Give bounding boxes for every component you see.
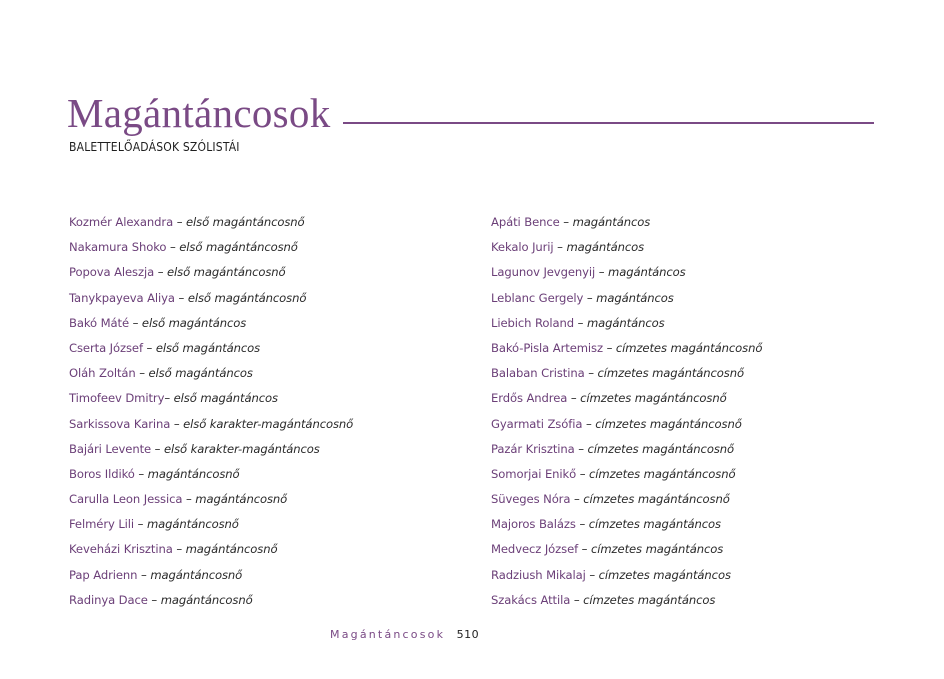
separator-dash: – bbox=[553, 240, 567, 255]
left-dancer-list bbox=[69, 211, 353, 614]
dancer-role: címzetes magántáncos bbox=[598, 567, 731, 582]
dancer-entry bbox=[491, 488, 762, 513]
dancer-name: Kozmér Alexandra bbox=[69, 215, 174, 229]
dancer-name: Liebich Roland bbox=[491, 315, 575, 330]
separator-dash: – bbox=[583, 290, 597, 305]
dancer-name: Pazár Krisztina bbox=[491, 441, 575, 456]
dancer-role: első magántáncosnő bbox=[179, 240, 298, 255]
separator-dash: – bbox=[575, 517, 589, 532]
dancer-name: Bakó-Pisla Artemisz bbox=[491, 340, 603, 355]
dancer-name: Felméry Lili bbox=[69, 517, 135, 532]
separator-dash: – bbox=[574, 441, 588, 456]
dancer-role: első karakter-magántáncos bbox=[163, 441, 320, 456]
dancer-name: Pap Adrienn bbox=[69, 567, 138, 582]
dancer-entry bbox=[69, 362, 353, 387]
separator-dash: – bbox=[151, 441, 164, 456]
dancer-entry bbox=[491, 261, 762, 286]
dancer-entry bbox=[491, 312, 762, 337]
dancer-role: címzetes magántáncosnő bbox=[583, 492, 730, 507]
separator-dash: – bbox=[559, 215, 573, 229]
dancer-role: első magántáncos bbox=[173, 391, 278, 406]
dancer-role: címzetes magántáncos bbox=[583, 592, 716, 607]
dancer-role: címzetes magántáncosnő bbox=[589, 466, 736, 481]
separator-dash: – bbox=[134, 517, 147, 532]
dancer-role: első magántáncosnő bbox=[185, 215, 305, 229]
separator-dash: – bbox=[154, 265, 167, 280]
dancer-role: magántáncosnő bbox=[146, 517, 239, 532]
separator-dash: – bbox=[147, 592, 161, 607]
dancer-name: Bakó Máté bbox=[69, 315, 130, 330]
dancer-name: Gyarmati Zsófia bbox=[491, 416, 583, 431]
dancer-role: első magántáncosnő bbox=[167, 265, 286, 280]
dancer-entry bbox=[69, 589, 353, 614]
dancer-entry bbox=[69, 413, 353, 438]
dancer-name: Nakamura Shoko bbox=[69, 240, 167, 255]
separator-dash: – bbox=[576, 466, 590, 481]
dancer-name: Lagunov Jevgenyij bbox=[491, 265, 596, 280]
dancer-name: Radziush Mikalaj bbox=[491, 567, 586, 582]
dancer-entry bbox=[69, 538, 353, 563]
dancer-entry bbox=[69, 287, 353, 312]
title-divider bbox=[343, 122, 874, 124]
dancer-name: Tanykpayeva Aliya bbox=[69, 290, 175, 305]
separator-dash: – bbox=[570, 492, 584, 507]
dancer-entry bbox=[69, 488, 353, 513]
separator-dash: – bbox=[170, 416, 184, 431]
separator-dash: – bbox=[137, 567, 151, 582]
dancer-role: magántáncos bbox=[572, 215, 651, 229]
dancer-role: címzetes magántáncosnő bbox=[580, 391, 727, 406]
dancer-role: első magántáncos bbox=[155, 340, 261, 355]
dancer-name: Radinya Dace bbox=[69, 592, 148, 607]
dancer-entry bbox=[491, 387, 762, 412]
separator-dash: – bbox=[578, 542, 591, 557]
dancer-entry bbox=[69, 261, 353, 286]
dancer-entry bbox=[491, 287, 762, 312]
separator-dash: – bbox=[602, 340, 616, 355]
dancer-role: magántáncosnő bbox=[147, 466, 240, 481]
dancer-entry bbox=[69, 236, 353, 261]
dancer-name: Bajári Levente bbox=[69, 441, 152, 456]
dancer-entry bbox=[491, 513, 762, 538]
dancer-role: első magántáncos bbox=[141, 315, 247, 330]
dancer-entry bbox=[491, 538, 762, 563]
dancer-name: Kekalo Jurij bbox=[491, 240, 554, 255]
footer-section-label: Magántáncosok bbox=[330, 628, 446, 641]
dancer-name: Balaban Cristina bbox=[491, 366, 585, 381]
dancer-role: magántáncos bbox=[596, 290, 674, 305]
dancer-entry bbox=[69, 513, 353, 538]
dancer-entry bbox=[491, 362, 762, 387]
right-dancer-list bbox=[491, 211, 762, 614]
dancer-role: címzetes magántáncos bbox=[590, 542, 724, 557]
dancer-entry bbox=[491, 337, 762, 362]
dancer-entry bbox=[491, 211, 762, 236]
dancer-role: címzetes magántáncosnő bbox=[615, 340, 763, 355]
dancer-name: Szakács Attila bbox=[491, 592, 571, 607]
separator-dash: – bbox=[135, 366, 149, 381]
dancer-entry bbox=[491, 463, 762, 488]
dancer-role: magántáncos bbox=[586, 315, 665, 330]
dancer-name: Apáti Bence bbox=[491, 215, 560, 229]
separator-dash: – bbox=[570, 592, 584, 607]
separator-dash: – bbox=[166, 240, 180, 255]
dancer-role: első karakter-magántáncosnő bbox=[183, 416, 354, 431]
dancer-name: Boros Ildikó bbox=[69, 466, 135, 481]
page-title: Magántáncosok bbox=[67, 90, 331, 136]
separator-dash: – bbox=[585, 567, 599, 582]
dancer-entry bbox=[69, 564, 353, 589]
dancer-role: magántáncosnő bbox=[150, 567, 243, 582]
dancer-name: Cserta József bbox=[69, 340, 143, 355]
dancer-name: Carulla Leon Jessica bbox=[69, 492, 183, 507]
dancer-entry bbox=[69, 337, 353, 362]
dancer-entry bbox=[69, 463, 353, 488]
dancer-name: Somorjai Enikő bbox=[491, 466, 577, 481]
dancer-role: címzetes magántáncosnő bbox=[597, 366, 744, 381]
dancer-name: Süveges Nóra bbox=[491, 492, 571, 507]
dancer-name: Timofeev Dmitry bbox=[69, 391, 165, 406]
dancer-name: Oláh Zoltán bbox=[69, 366, 136, 381]
page-subtitle: BALETTELŐADÁSOK SZÓLISTÁI bbox=[69, 140, 240, 154]
separator-dash: – bbox=[174, 290, 188, 305]
page-footer bbox=[330, 627, 479, 643]
dancer-name: Popova Aleszja bbox=[69, 265, 155, 280]
dancer-role: magántáncos bbox=[608, 265, 686, 280]
dancer-role: magántáncos bbox=[566, 240, 645, 255]
page-number: 510 bbox=[456, 628, 480, 641]
dancer-name: Erdős Andrea bbox=[491, 391, 568, 406]
dancer-entry bbox=[491, 564, 762, 589]
dancer-name: Medvecz József bbox=[491, 542, 579, 557]
dancer-role: magántáncosnő bbox=[185, 542, 278, 557]
separator-dash: – bbox=[173, 215, 186, 229]
separator-dash: – bbox=[172, 542, 186, 557]
dancer-entry bbox=[69, 312, 353, 337]
dancer-entry bbox=[69, 387, 353, 412]
dancer-entry bbox=[491, 438, 762, 463]
dancer-name: Keveházi Krisztina bbox=[69, 542, 173, 557]
dancer-role: magántáncosnő bbox=[195, 492, 288, 507]
separator-dash: – bbox=[129, 315, 142, 330]
dancer-role: címzetes magántáncosnő bbox=[595, 416, 742, 431]
separator-dash: – bbox=[182, 492, 196, 507]
dancer-entry bbox=[69, 211, 353, 236]
dancer-name: Majoros Balázs bbox=[491, 517, 576, 532]
separator-dash: – bbox=[584, 366, 598, 381]
dancer-entry bbox=[491, 589, 762, 614]
dancer-role: első magántáncos bbox=[148, 366, 253, 381]
separator-dash: – bbox=[142, 340, 156, 355]
dancer-role: magántáncosnő bbox=[160, 592, 253, 607]
dancer-entry bbox=[491, 236, 762, 261]
dancer-entry bbox=[491, 413, 762, 438]
dancer-name: Leblanc Gergely bbox=[491, 290, 584, 305]
dancer-name: Sarkissova Karina bbox=[69, 416, 171, 431]
dancer-role: címzetes magántáncosnő bbox=[587, 441, 735, 456]
dancer-role: első magántáncosnő bbox=[187, 290, 307, 305]
separator-dash: – bbox=[582, 416, 596, 431]
separator-dash: – bbox=[134, 466, 148, 481]
separator-dash: – bbox=[595, 265, 608, 280]
dancer-role: címzetes magántáncos bbox=[588, 517, 721, 532]
separator-dash: – bbox=[574, 315, 587, 330]
dancer-entry bbox=[69, 438, 353, 463]
separator-dash: – bbox=[567, 391, 581, 406]
separator-dash: – bbox=[164, 391, 174, 406]
